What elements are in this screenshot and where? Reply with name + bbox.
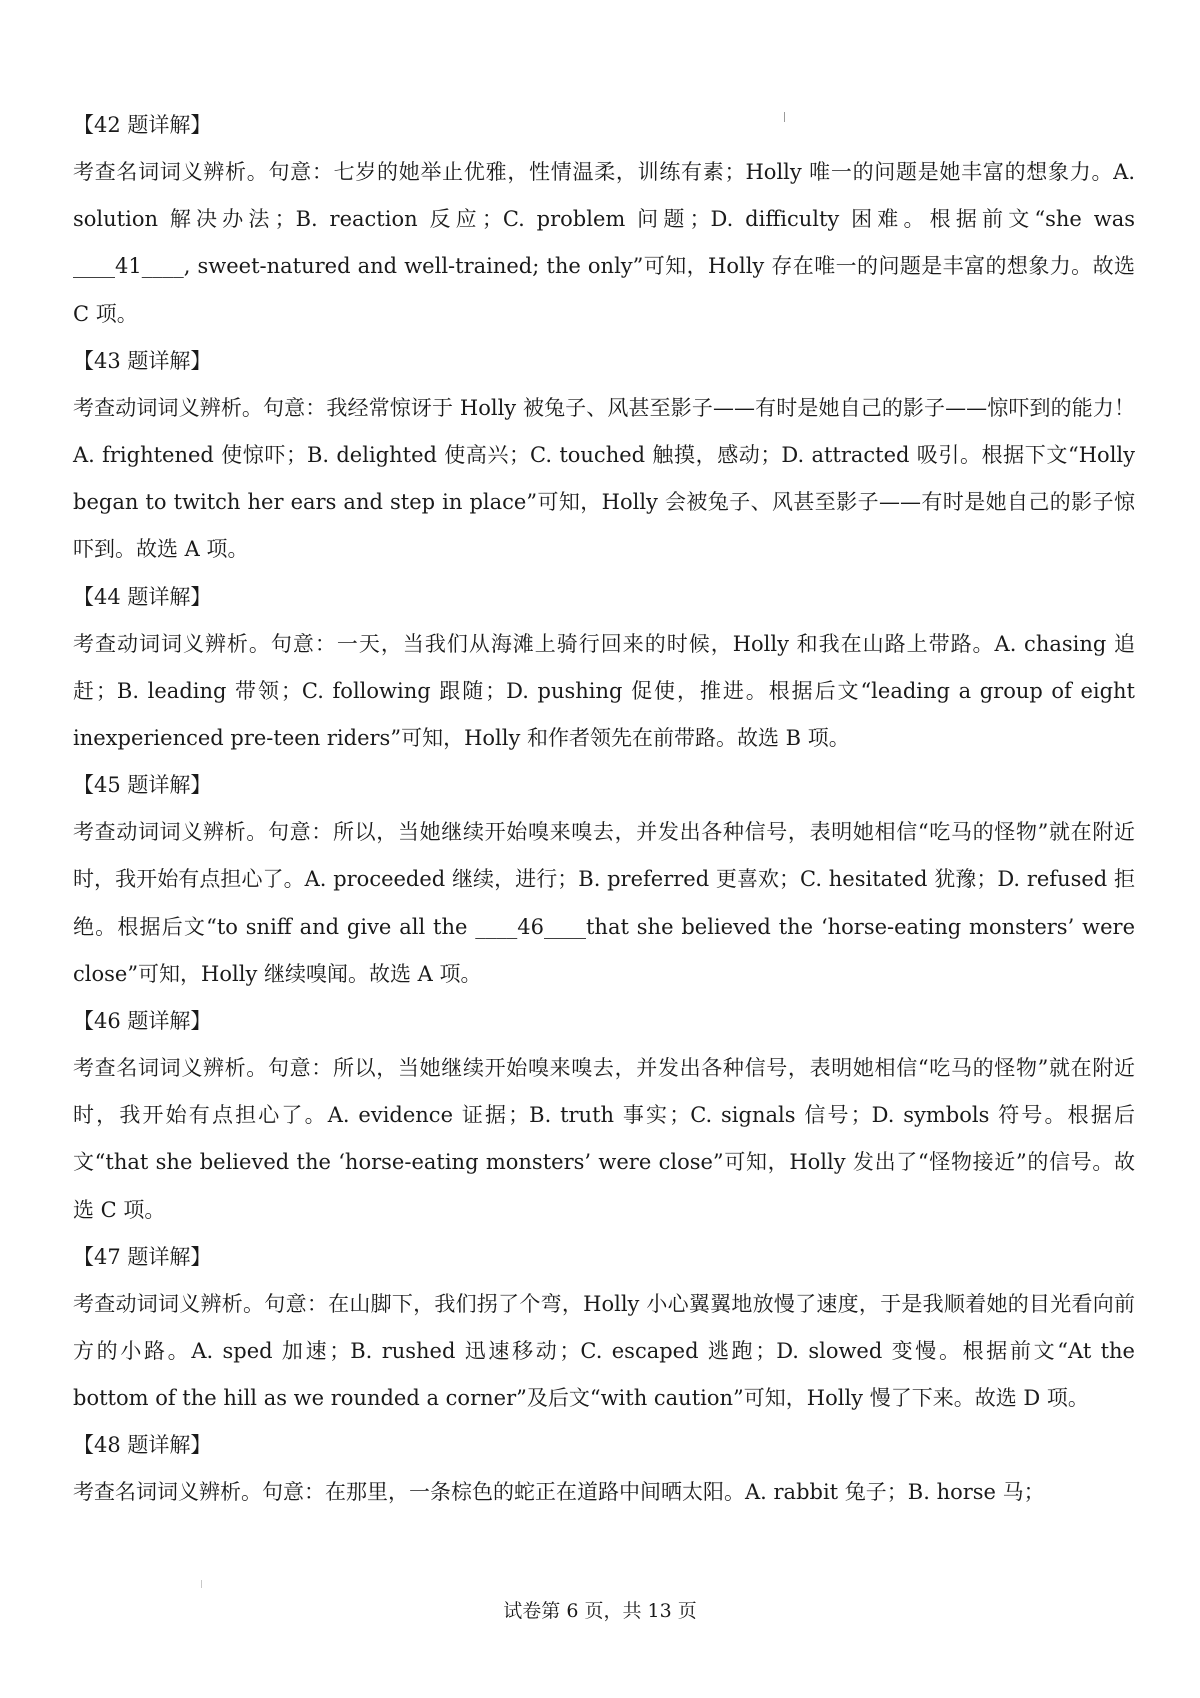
section-heading: 【48 题详解】 bbox=[73, 1433, 212, 1458]
section-heading: 【44 题详解】 bbox=[73, 584, 212, 609]
answer-section-45 bbox=[73, 762, 1135, 998]
section-explanation: 考查名词词义辨析。句意：七岁的她举止优雅，性情温柔，训练有素；Holly 唯一的问题是她丰富的想象力。A. solution 解决办法；B. reaction 反应；C. problem 问题；D. difficulty 困难。根据前文“she was ____41____, sweet-natured and well-trained; the only”可知，Holly 存在唯一的问题是丰富的想象力。故选 C 项。 bbox=[73, 160, 1135, 326]
section-explanation: 考查名词词义辨析。句意：在那里，一条棕色的蛇正在道路中间晒太阳。A. rabbit 兔子；B. horse 马； bbox=[73, 1480, 1045, 1505]
section-heading: 【43 题详解】 bbox=[73, 348, 212, 373]
section-explanation: 考查动词词义辨析。句意：我经常惊讶于 Holly 被兔子、风甚至影子——有时是她自己的影子——惊吓到的能力！A. frightened 使惊吓；B. delighted 使高兴；C. touched 触摸，感动；D. attracted 吸引。根据下文“Holly began to twitch her ears and step in place”可知，Holly 会被兔子、风甚至影子——有时是她自己的影子惊吓到。故选 A 项。 bbox=[73, 395, 1135, 562]
document-page bbox=[73, 102, 1135, 1517]
section-heading: 【47 题详解】 bbox=[73, 1244, 212, 1269]
section-explanation: 考查动词词义辨析。句意：所以，当她继续开始嗅来嗅去，并发出各种信号，表明她相信“吃马的怪物”就在附近时，我开始有点担心了。A. proceeded 继续，进行；B. preferred 更喜欢；C. hesitated 犹豫；D. refused 拒绝。根据后文“to sniff and give all the ____46____that she believed the ‘horse-eating monsters’ were close”可知，Holly 继续嗅闻。故选 A 项。 bbox=[73, 820, 1135, 986]
answer-section-46 bbox=[73, 998, 1135, 1234]
answer-section-48 bbox=[73, 1422, 1135, 1516]
answer-section-47 bbox=[73, 1234, 1135, 1423]
section-explanation: 考查名词词义辨析。句意：所以，当她继续开始嗅来嗅去，并发出各种信号，表明她相信“吃马的怪物”就在附近时，我开始有点担心了。A. evidence 证据；B. truth 事实；C. signals 信号；D. symbols 符号。根据后文“that she believed the ‘horse-eating monsters’ were close”可知，Holly 发出了“怪物接近”的信号。故选 C 项。 bbox=[73, 1056, 1135, 1222]
section-heading: 【46 题详解】 bbox=[73, 1009, 212, 1034]
page-footer: 试卷第 6 页，共 13 页 bbox=[503, 1600, 697, 1622]
answer-section-43 bbox=[73, 338, 1135, 574]
answer-section-44 bbox=[73, 574, 1135, 763]
answer-section-42 bbox=[73, 102, 1135, 338]
section-heading: 【45 题详解】 bbox=[73, 773, 212, 798]
section-explanation: 考查动词词义辨析。句意：在山脚下，我们拐了个弯，Holly 小心翼翼地放慢了速度，于是我顺着她的目光看向前方的小路。A. sped 加速；B. rushed 迅速移动；C. escaped 逃跑；D. slowed 变慢。根据前文“At the bottom of the hill as we rounded a corner”及后文“with caution”可知，Holly 慢了下来。故选 D 项。 bbox=[73, 1291, 1135, 1411]
scan-mark bbox=[201, 1580, 202, 1588]
section-heading: 【42 题详解】 bbox=[73, 113, 212, 137]
section-explanation: 考查动词词义辨析。句意：一天，当我们从海滩上骑行回来的时候，Holly 和我在山路上带路。A. chasing 追赶；B. leading 带领；C. following 跟随；D. pushing 促使，推进。根据后文“leading a group of eight inexperienced pre-teen riders”可知，Holly 和作者领先在前带路。故选 B 项。 bbox=[73, 631, 1135, 751]
